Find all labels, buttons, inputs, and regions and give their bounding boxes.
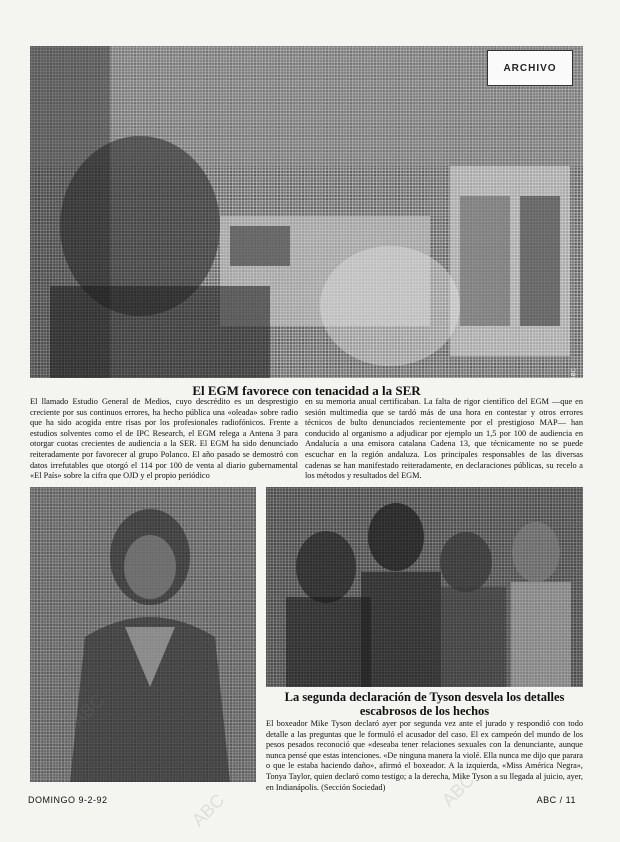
watermark-logo: ABC: [437, 769, 479, 811]
footer-page-number: ABC / 11: [536, 795, 576, 805]
article1-headline: El EGM favorece con tenacidad a la SER: [192, 383, 421, 398]
article2-body: El boxeador Mike Tyson declaró ayer por segunda vez ante el jurado y respondió con todo detalle a las preguntas que le formuló el acusador del caso. El ex campeón del mundo de los pesos pesados reconoció que «deseaba tener relaciones sexuales con la denunciante, aunque nunca pensé que estas intenciones. «De ninguna manera la violé. Ella nunca me dijo que parara o que le estaba haciendo daño», afirmó el boxeador. A la izquierda, «Miss América Negra», Tonya Taylor, quien declaró como testigo; a la derecha, Mike Tyson a su llegada al juicio, ayer, en Indianápolis. (Sección Sociedad): [266, 719, 583, 792]
photo-badge: ARCHIVO: [487, 50, 573, 86]
article2-headline: La segunda declaración de Tyson desvela los detalles escabrosos de los hechos: [284, 690, 565, 718]
article1-column-1: El llamado Estudio General de Medios, cuyo descrédito es un desprestigio creciente por sus continuos errores, ha hecho pública una «oleada» sobre radio que ha sido acogida entre risas por los profesionales radiofónicos. Frente a estudios solventes como el de IPC Research, el EGM relega a Antena 3 para otorgar cuotas crecientes de audiencia a la SER. El EGM ha sido denunciado reiteradamente por favorecer al grupo Polanco. El año pasado se demostró con datos irrefutables que otorgó el 114 por 100 de venta al diario gubernamental «El País» sobre la cifra que OJD y el propio periódico: [30, 397, 298, 481]
article1-column-2: en su memoria anual certificaban. La falta de rigor científico del EGM —que en sesión multimedia que se tardó más de una hora en contestar y otros errores técnicos de bulto denunciados recientemente por el prestigioso MAP— han conducido al organismo a adjudicar por ejemplo un 1,5 por 100 de audiencia en Andalucía a una emisora catalana Cadena 13, que técnicamente no se puede escuchar en la región andaluza. Los principales responsables de las diversas cadenas se han manifestado reiteradamente, en declaraciones públicas, su recelo a los métodos y resultados del EGM.: [305, 397, 583, 481]
portrait-illustration: [30, 487, 256, 782]
studio-scene-illustration: [30, 46, 583, 381]
photo-credit: ABC: [571, 368, 577, 381]
witness-portrait-photo: [30, 487, 256, 782]
watermark-logo: ABC: [187, 789, 229, 831]
courthouse-scene-illustration: [266, 487, 583, 687]
radio-studio-photo: [30, 46, 583, 381]
tyson-arrival-photo: [266, 487, 583, 687]
footer-date: DOMINGO 9-2-92: [28, 795, 108, 805]
